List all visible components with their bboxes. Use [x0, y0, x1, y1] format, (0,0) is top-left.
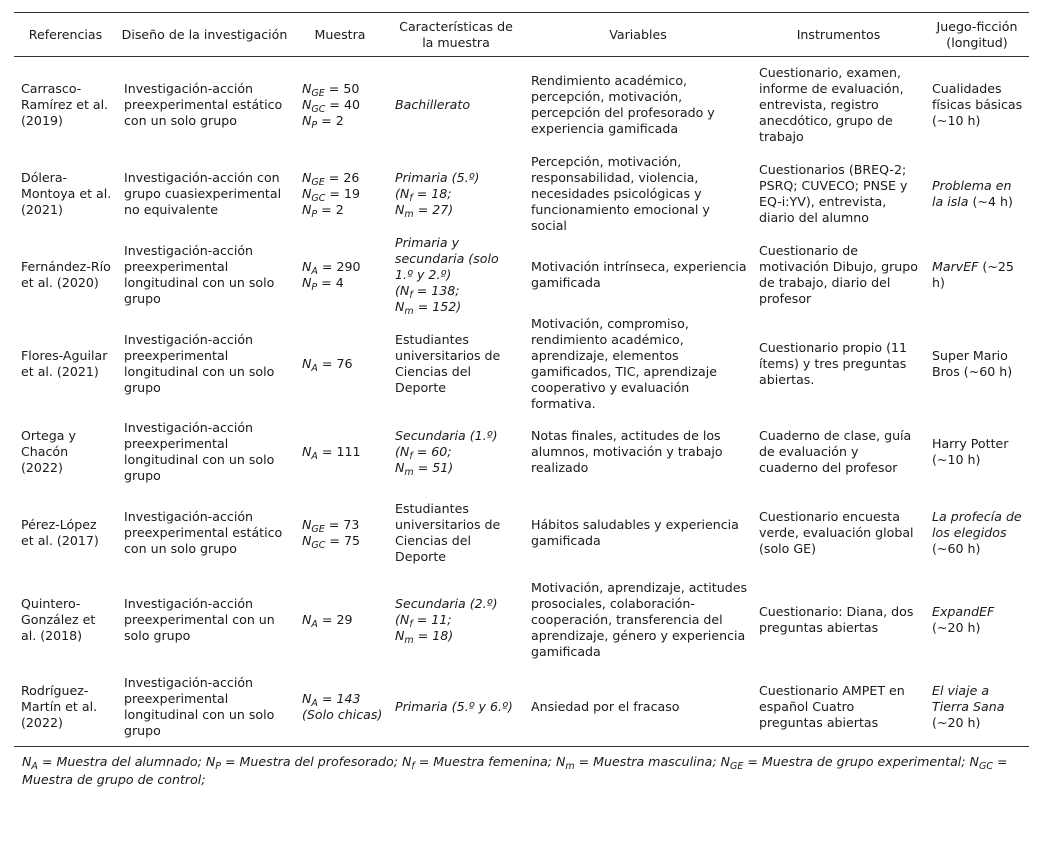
game-length: (~25 h): [932, 259, 1014, 290]
game-title: MarvEF: [932, 259, 979, 274]
sample-line: [302, 444, 384, 460]
sample-value: = 75: [325, 532, 361, 548]
characteristics-line: ($N_f = 18$;: [395, 186, 452, 204]
table-row: [14, 573, 1029, 668]
n-symbol: $N_{GC}$: [302, 532, 326, 551]
n-subscript: P: [311, 120, 318, 132]
characteristics-line: ($N_f = 11$;: [395, 612, 452, 630]
cell-characteristics: Estudiantes universitarios de Ciencias del Deporte: [395, 500, 501, 564]
cell-variables: Hábitos saludables y experiencia gamificada: [531, 516, 739, 548]
n-subscript: f: [409, 290, 413, 301]
n-subscript: f: [411, 761, 415, 772]
game-title: Problema en la isla: [932, 178, 1012, 209]
cell-variables: Ansiedad por el fracaso: [524, 668, 752, 747]
characteristics-line: [395, 235, 520, 283]
n-symbol: $N_{GE}$: [302, 170, 325, 188]
cell-design: Investigación-acción preexperimental estático con un solo grupo: [124, 508, 283, 556]
n-subscript: A: [311, 697, 318, 709]
n-symbol: $N_P$: [302, 202, 318, 220]
n-symbol: $N_m$: [395, 628, 414, 646]
sample-value: = 73: [324, 516, 360, 532]
n-symbol: $N_{GE}$: [302, 81, 325, 100]
cell-characteristics: [388, 412, 524, 493]
n-symbol: $N_{GC}$: [302, 186, 326, 204]
characteristics-text: = 27): [413, 202, 454, 217]
cell-game: [925, 493, 1029, 573]
characteristics-line: [395, 299, 520, 315]
cell-characteristics: [388, 154, 524, 235]
note-text: = Muestra de grupo de control;: [22, 754, 1008, 787]
cell-characteristics: [388, 235, 524, 316]
n-subscript: m: [404, 467, 414, 478]
n-subscript: m: [404, 209, 414, 220]
table-row: [14, 412, 1029, 493]
sample-line: [302, 356, 384, 372]
cell-reference: Flores-Aguilar et al. (2021): [21, 347, 108, 379]
cell-game: [925, 573, 1029, 668]
n-subscript: GC: [311, 104, 326, 116]
n-symbol: $N_A$: [302, 355, 318, 374]
sample-note: (Solo chicas): [302, 706, 383, 722]
header-design: Diseño de la investigación: [117, 13, 292, 57]
sample-value: = 40: [325, 97, 361, 113]
table-row: [14, 235, 1029, 316]
sample-line: [302, 202, 384, 218]
cell-characteristics: Estudiantes universitarios de Ciencias del Deporte: [395, 331, 501, 395]
game-length: (~60 h): [932, 540, 981, 556]
n-symbol: $N_{GE}$: [720, 754, 744, 772]
sample-value: = 76: [317, 355, 353, 371]
game-title: ExpandEF: [932, 604, 995, 619]
n-subscript: GE: [311, 177, 325, 188]
sample-line: [302, 533, 384, 549]
cell-reference: Fernández-Río et al. (2020): [21, 259, 111, 290]
sample-value: = 111: [317, 444, 361, 459]
characteristics-line: [395, 170, 520, 186]
sample-line: [302, 97, 384, 116]
n-symbol: $N_f$: [399, 283, 413, 301]
cell-game: [925, 316, 1029, 412]
cell-variables: Rendimiento académico, percepción, motivación, percepción del profesorado y experiencia gamificada: [531, 73, 715, 137]
cell-game: [925, 412, 1029, 493]
n-subscript: f: [409, 619, 413, 630]
characteristics-text: = 18): [413, 628, 454, 643]
cell-characteristics: [388, 573, 524, 668]
n-symbol: $N_f$: [399, 612, 413, 630]
sample-line: [302, 691, 384, 707]
cell-sample: [292, 57, 388, 154]
sample-line: [302, 170, 384, 186]
note-item: [720, 754, 970, 772]
n-symbol: $N_A$: [22, 754, 38, 772]
n-subscript: f: [409, 451, 413, 462]
note-text: = Muestra de grupo experimental;: [743, 754, 970, 769]
cell-instruments: Cuestionario: Diana, dos preguntas abiertas: [759, 604, 914, 635]
cell-design: Investigación-acción con grupo cuasiexperimental no equivalente: [124, 170, 282, 217]
cell-sample: [292, 573, 388, 668]
cell-reference: Rodríguez-Martín et al. (2022): [14, 668, 117, 747]
characteristics-text: = 18;: [412, 186, 452, 201]
cell-design: Investigación-acción preexperimental longitudinal con un solo grupo: [124, 420, 275, 483]
n-symbol: $N_m$: [395, 299, 414, 317]
n-subscript: P: [311, 282, 318, 293]
sample-line: [302, 275, 384, 291]
sample-line: [302, 612, 384, 628]
characteristics-line: [395, 428, 520, 444]
cell-sample: [292, 235, 388, 316]
sample-line: [302, 259, 384, 275]
characteristics-text: = 60;: [412, 444, 452, 459]
n-symbol: $N_f$: [401, 754, 415, 772]
sample-value: = 290: [317, 259, 361, 274]
characteristics-text: = 152): [413, 299, 462, 314]
characteristics-line: [395, 596, 520, 612]
cell-instruments: Cuestionario propio (11 ítems) y tres preguntas abiertas.: [759, 339, 908, 387]
header-characteristics: Características de la muestra: [388, 13, 524, 57]
n-subscript: m: [404, 306, 414, 317]
n-symbol: $N_f$: [399, 186, 413, 204]
n-symbol: $N_P$: [205, 754, 221, 772]
cell-sample: [292, 412, 388, 493]
cell-variables: Motivación intrínseca, experiencia gamificada: [531, 259, 747, 290]
cell-sample: [292, 493, 388, 573]
n-symbol: $N_{GE}$: [302, 516, 325, 535]
sample-value: = 29: [317, 612, 353, 627]
table-notes: [14, 753, 1012, 789]
n-subscript: A: [311, 266, 318, 277]
n-symbol: $N_{GC}$: [969, 754, 993, 772]
table-row: [14, 493, 1029, 573]
n-symbol: $N_f$: [399, 444, 413, 462]
table-row: [14, 154, 1029, 235]
note-text: = Muestra del profesorado;: [221, 754, 402, 769]
n-symbol: $N_{GC}$: [302, 97, 326, 116]
characteristics-text: = 51): [413, 460, 454, 475]
cell-sample: [292, 316, 388, 412]
cell-characteristics: Primaria (5.º y 6.º): [388, 668, 524, 747]
characteristics-line: [395, 202, 520, 218]
header-variables: Variables: [524, 13, 752, 57]
sample-line: [302, 113, 384, 132]
cell-game: [925, 57, 1029, 154]
game-title: Super Mario Bros (~60 h): [932, 347, 1013, 379]
characteristics-text: Primaria y secundaria (solo 1.º y 2.º): [395, 235, 499, 282]
header-references: Referencias: [14, 13, 117, 57]
characteristics-line: ($N_f = 60$;: [395, 444, 452, 462]
cell-reference: Carrasco-Ramírez et al. (2019): [21, 81, 109, 129]
cell-design: Investigación-acción preexperimental longitudinal con un solo grupo: [124, 331, 275, 395]
n-symbol: $N_m$: [555, 754, 575, 772]
cell-reference: Dólera-Montoya et al. (2021): [21, 170, 112, 217]
cell-design: Investigación-acción preexperimental longitudinal con un solo grupo: [124, 243, 275, 306]
characteristics-text: = 138;: [412, 283, 460, 298]
game-title: El viaje a Tierra Sana: [932, 682, 1005, 714]
table-body: [14, 57, 1029, 747]
cell-instruments: Cuestionarios (BREQ-2; PSRQ; CUVECO; PNSE y EQ-i:YV), entrevista, diario del alumno: [759, 162, 908, 225]
cell-sample: [292, 668, 388, 747]
n-subscript: A: [311, 619, 318, 630]
cell-instruments: Cuestionario de motivación Dibujo, grupo de trabajo, diario del profesor: [759, 243, 918, 306]
cell-instruments: Cuestionario encuesta verde, evaluación global (solo GE): [759, 508, 914, 556]
cell-sample: [292, 154, 388, 235]
cell-reference: Quintero-González et al. (2018): [21, 596, 96, 643]
sample-value: = 2: [317, 113, 344, 129]
n-subscript: A: [311, 362, 318, 374]
characteristics-text: Primaria (5.º): [395, 170, 480, 185]
characteristics-text: Secundaria (2.º): [395, 596, 498, 611]
cell-design: Investigación-acción preexperimental longitudinal con un solo grupo: [117, 668, 292, 747]
cell-game: [925, 235, 1029, 316]
note-text: = Muestra del alumnado;: [37, 754, 206, 769]
n-subscript: P: [215, 761, 221, 772]
cell-game: [925, 154, 1029, 235]
table-row: [14, 316, 1029, 412]
header-instruments: Instrumentos: [752, 13, 925, 57]
characteristics-text: = 11;: [412, 612, 452, 627]
game-title: La profecía de los elegidos: [932, 508, 1022, 540]
cell-instruments: Cuaderno de clase, guía de evaluación y cuaderno del profesor: [759, 428, 912, 475]
sample-value: = 19: [325, 186, 361, 201]
n-subscript: GC: [978, 761, 993, 772]
characteristics-line: [395, 628, 520, 644]
note-text: = Muestra femenina;: [414, 754, 556, 769]
table-container: [14, 12, 1029, 789]
n-subscript: A: [31, 761, 38, 772]
sample-value: = 143: [317, 690, 361, 706]
game-title: Harry Potter (~10 h): [932, 436, 1009, 467]
n-subscript: m: [565, 761, 575, 772]
cell-reference: Pérez-López et al. (2017): [21, 516, 99, 548]
header-sample: Muestra: [292, 13, 388, 57]
n-subscript: f: [409, 193, 413, 204]
n-symbol: $N_A$: [302, 259, 318, 277]
table-row: [14, 57, 1029, 154]
note-text: = Muestra masculina;: [574, 754, 721, 769]
cell-reference: Ortega y Chacón (2022): [21, 428, 76, 475]
n-subscript: GC: [311, 193, 326, 204]
cell-variables: Notas finales, actitudes de los alumnos, motivación y trabajo realizado: [531, 428, 723, 475]
n-subscript: A: [311, 451, 318, 462]
n-symbol: $N_A$: [302, 690, 318, 709]
game-title: Cualidades físicas básicas (~10 h): [932, 81, 1023, 129]
n-symbol: $N_P$: [302, 275, 318, 293]
header-game: Juego-ficción (longitud): [925, 13, 1029, 57]
table-row: [14, 668, 1029, 747]
sample-value: = 50: [324, 81, 360, 97]
characteristics-line: ($N_f = 138$;: [395, 283, 460, 301]
cell-variables: Motivación, compromiso, rendimiento académico, aprendizaje, elementos gamificados, TIC, aprendizaje cooperativo y evaluación formativa.: [531, 315, 717, 411]
studies-table: [14, 12, 1029, 747]
sample-line: [302, 517, 384, 533]
characteristics-text: Secundaria (1.º): [395, 428, 498, 443]
characteristics-line: [395, 460, 520, 476]
n-symbol: $N_m$: [395, 460, 414, 478]
game-length: (~4 h): [968, 194, 1013, 209]
cell-design: Investigación-acción preexperimental estático con un solo grupo: [124, 81, 283, 129]
n-subscript: GE: [730, 761, 744, 772]
cell-instruments: Cuestionario AMPET en español Cuatro preguntas abiertas: [752, 668, 925, 747]
game-length: (~20 h): [932, 714, 981, 730]
cell-characteristics: Bachillerato: [395, 97, 471, 113]
note-item: [205, 754, 402, 772]
note-item: [22, 754, 206, 772]
note-item: [555, 754, 721, 772]
n-subscript: m: [404, 635, 414, 646]
sample-value: = 4: [317, 275, 344, 290]
sample-value: = 26: [324, 170, 360, 185]
cell-variables: Motivación, aprendizaje, actitudes prosociales, colaboración-cooperación, transferencia del aprendizaje, género y experiencia gamificada: [531, 580, 748, 659]
n-symbol: $N_P$: [302, 113, 318, 132]
sample-line: [302, 186, 384, 202]
n-symbol: $N_A$: [302, 612, 318, 630]
cell-instruments: Cuestionario, examen, informe de evaluación, entrevista, registro anecdótico, grupo de trabajo: [759, 65, 904, 145]
header-row: [14, 13, 1029, 57]
note-item: [401, 754, 556, 772]
sample-value: = 2: [317, 202, 344, 217]
n-subscript: GC: [311, 539, 326, 551]
game-length: (~20 h): [932, 620, 981, 635]
n-symbol: $N_A$: [302, 444, 318, 462]
sample-line: [302, 81, 384, 100]
n-subscript: GE: [311, 523, 325, 535]
n-symbol: $N_m$: [395, 202, 414, 220]
n-subscript: GE: [311, 88, 325, 100]
cell-variables: Percepción, motivación, responsabilidad, violencia, necesidades psicológicas y funcionamiento emocional y social: [531, 154, 710, 233]
cell-design: Investigación-acción preexperimental con un solo grupo: [124, 596, 275, 643]
cell-game: [925, 668, 1029, 747]
n-subscript: P: [311, 209, 318, 220]
